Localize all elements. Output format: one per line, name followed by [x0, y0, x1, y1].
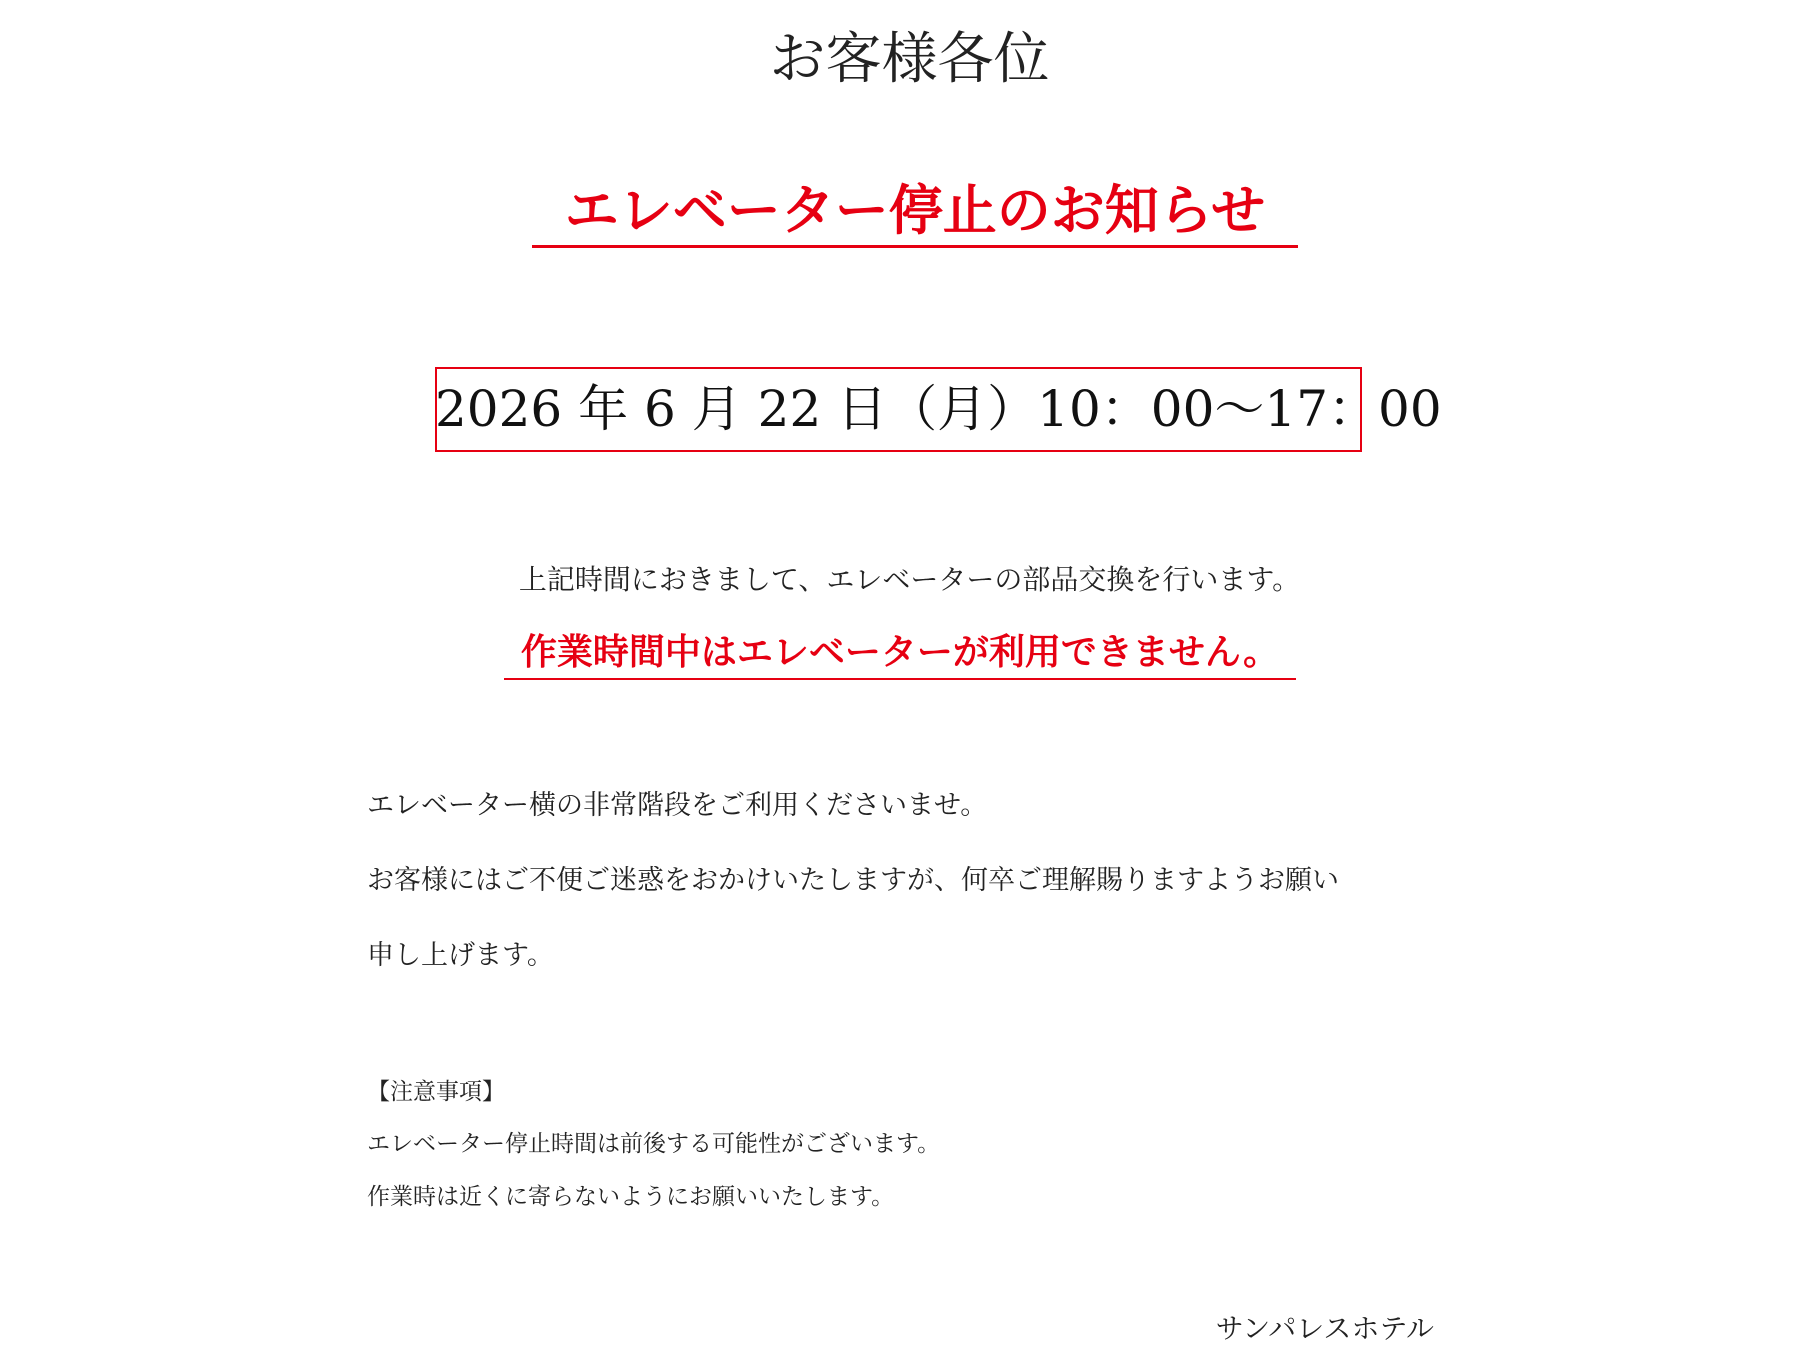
- paragraph: エレベーター横の非常階段をご利用くださいませ。: [367, 790, 988, 821]
- title-underline: [532, 245, 1298, 248]
- note-item: 作業時は近くに寄らないようにお願いいたします。: [367, 1184, 895, 1210]
- warning-text: 作業時間中はエレベーターが利用できません。: [520, 632, 1280, 673]
- notice-title: エレベーター停止のお知らせ: [564, 179, 1266, 242]
- paragraph: お客様にはご不便ご迷惑をおかけいたしますが、何卒ご理解賜りますようお願い: [367, 865, 1339, 896]
- notes-heading: 【注意事項】: [367, 1079, 505, 1105]
- note-item: エレベーター停止時間は前後する可能性がございます。: [367, 1131, 941, 1157]
- warning-underline: [504, 678, 1296, 680]
- schedule-date: 2026 年 6 月 22 日（月）10：00～17：00: [435, 380, 1442, 438]
- signature: サンパレスホテル: [1215, 1312, 1434, 1345]
- salutation: お客様各位: [769, 27, 1050, 92]
- intro-text: 上記時間におきまして、エレベーターの部品交換を行います。: [518, 563, 1301, 596]
- paragraph: 申し上げます。: [367, 940, 554, 971]
